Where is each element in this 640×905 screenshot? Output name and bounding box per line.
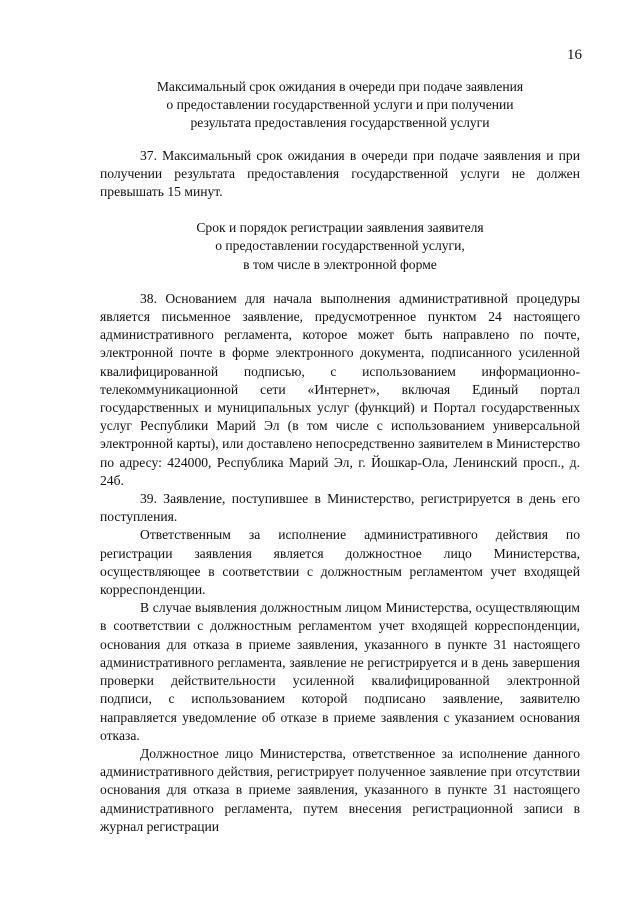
heading-line: о предоставлении государственной услуги и при получении	[166, 97, 514, 113]
section-heading-waiting-time	[100, 78, 580, 133]
heading-line: результата предоставления государственной услуги	[190, 115, 490, 131]
paragraph-refusal-case: В случае выявления должностным лицом Министерства, осуществляющим в соответствии с должностным регламентом учет входящей корреспонденции, основания для отказа в приеме заявления, указанного в пункте 31 настоящего административного регламента, заявление не регистрируется и в день завершения проверки действительности усиленной квалифицированной электронной подписи, с использованием которой подписано заявление, заявителю направляется уведомление об отказе в приеме заявления с указанием основания отказа.	[100, 600, 580, 743]
section-heading-registration	[100, 219, 580, 274]
page-number: 16	[567, 47, 582, 63]
paragraph-registration-action: Должностное лицо Министерства, ответственное за исполнение данного административного действия, регистрирует полученное заявление при отсутствии основания для отказа в приеме заявления, указанного в пункте 31 настоящего административного регламента, путем внесения регистрационной записи в журнал регистрации	[100, 745, 580, 834]
paragraph-39: 39. Заявление, поступившее в Министерство, регистрируется в день его поступления.	[100, 491, 580, 525]
heading-line: Максимальный срок ожидания в очереди при подаче заявления	[156, 79, 524, 94]
heading-line: Срок и порядок регистрации заявления заявителя	[196, 220, 484, 236]
heading-line: о предоставлении государственной услуги,	[215, 238, 465, 254]
paragraph-37: 37. Максимальный срок ожидания в очереди при подаче заявления и при получении результата предоставления государственной услуги не должен превышать 15 минут.	[100, 147, 580, 200]
paragraph-38: 38. Основанием для начала выполнения административной процедуры является письменное заявление, предусмотренное пунктом 24 настоящего административного регламента, которое может быть направлено по почте, электронной почте в форме электронного документа, подписанного усиленной квалифицированной подписью, с использованием информационно-телекоммуникационной сети «Интернет», включая Единый портал государственных и муниципальных услуг (функций) и Портал государственных услуг Республики Марий Эл (в том числе с использованием универсальной электронной карты), или доставлено непосредственно заявителем в Министерство по адресу: 424000, Республика Марий Эл, г. Йошкар-Ола, Ленинский просп., д. 24б.	[100, 290, 580, 488]
paragraph-responsible-official: Ответственным за исполнение административного действия по регистрации заявления является должностное лицо Министерства, осуществляющее в соответствии с должностным регламентом учет входящей корреспонденции.	[100, 527, 580, 598]
heading-line: в том числе в электронной форме	[243, 256, 437, 272]
